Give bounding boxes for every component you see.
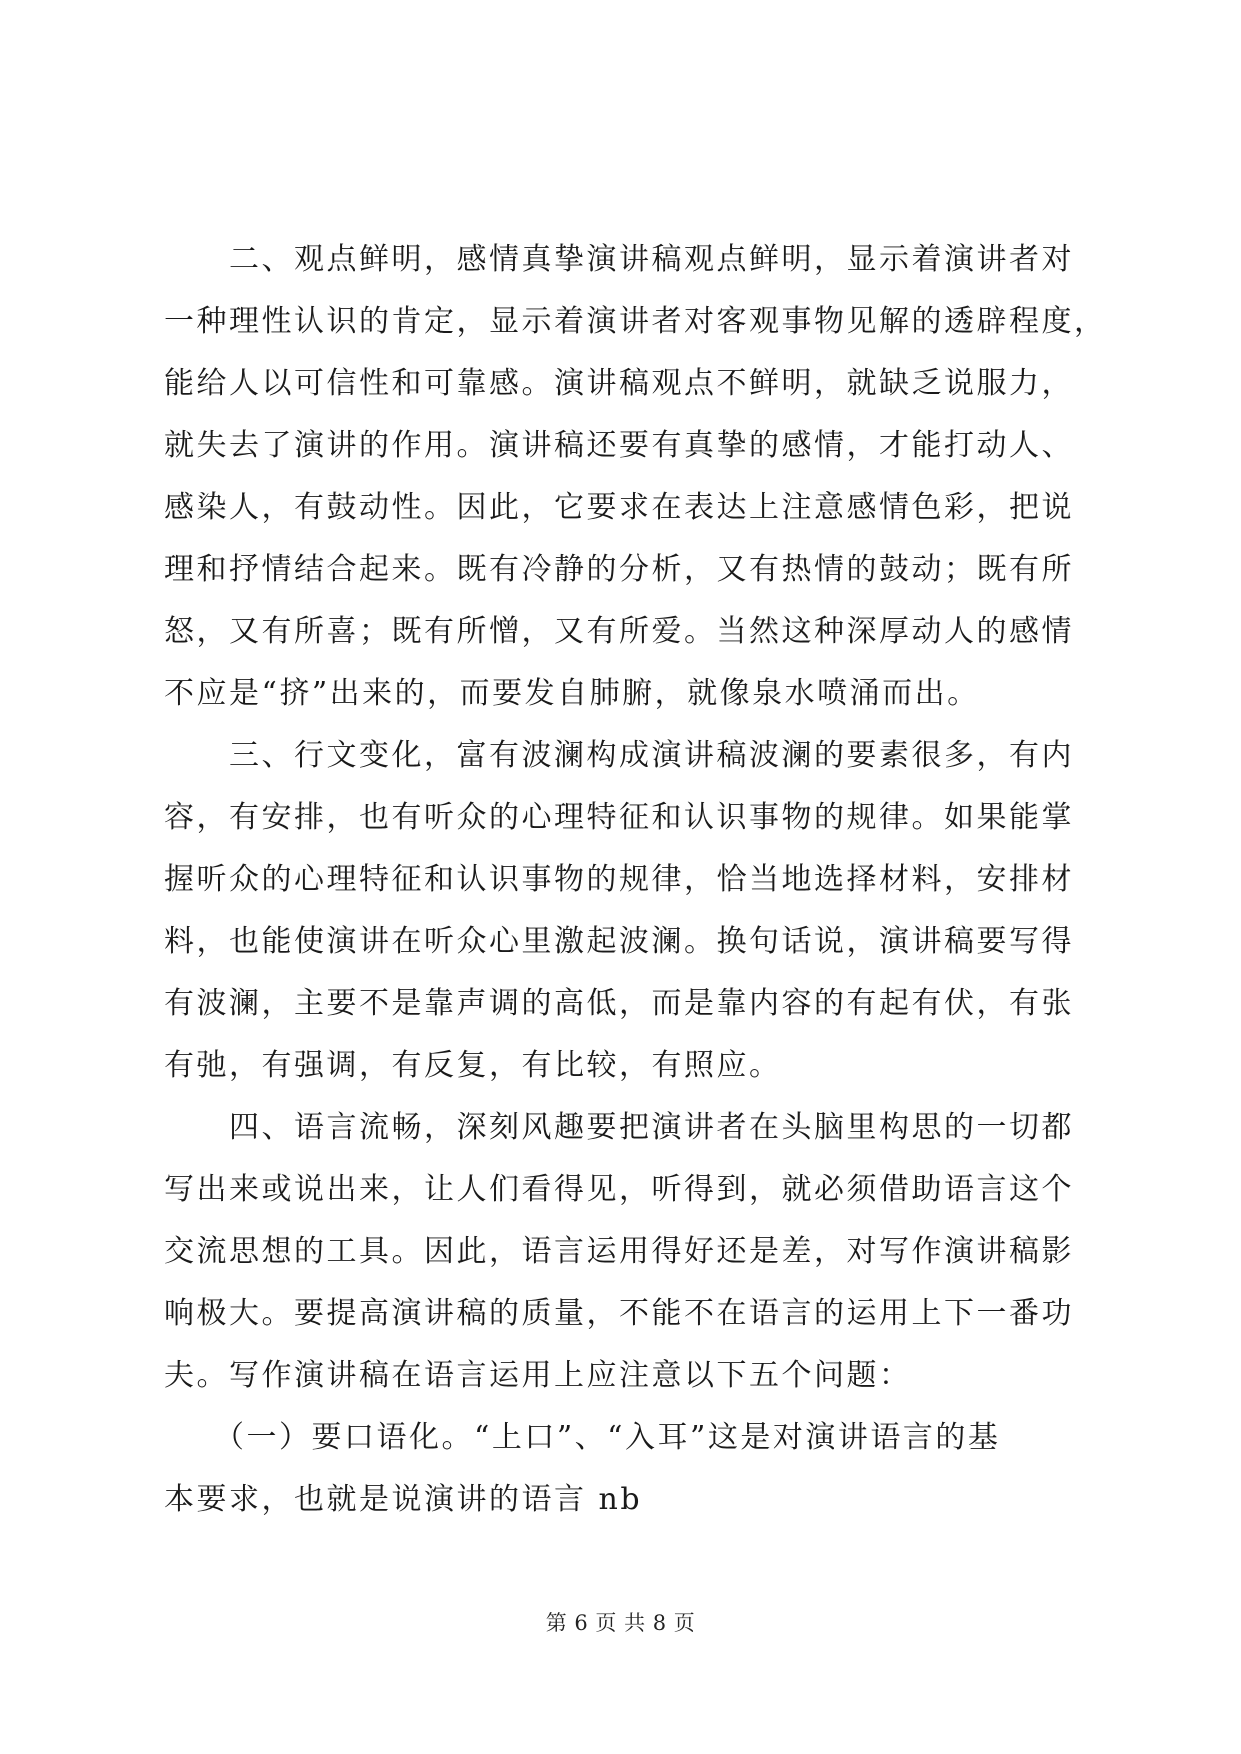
text-line: 容，有安排，也有听众的心理特征和认识事物的规律。如果能掌 [164,800,1074,835]
text-line: 不应是“挤”出来的，而要发自肺腑，就像泉水喷涌而出。 [164,676,980,711]
text-line: 本要求，也就是说演讲的语言 nb [164,1482,643,1517]
text-line: 有弛，有强调，有反复，有比较，有照应。 [164,1048,782,1083]
text-line: 理和抒情结合起来。既有冷静的分析，又有热情的鼓动；既有所 [164,552,1074,587]
text-line: 有波澜，主要不是靠声调的高低，而是靠内容的有起有伏，有张 [164,986,1074,1021]
text-line: 能给人以可信性和可靠感。演讲稿观点不鲜明，就缺乏说服力， [164,366,1074,401]
text-line: 感染人，有鼓动性。因此，它要求在表达上注意感情色彩，把说 [164,490,1074,525]
text-line: 握听众的心理特征和认识事物的规律，恰当地选择材料，安排材 [164,862,1074,897]
body-text [164,229,1107,1531]
text-line: 响极大。要提高演讲稿的质量，不能不在语言的运用上下一番功 [164,1296,1074,1331]
text-line: 三、行文变化，富有波澜构成演讲稿波澜的要素很多，有内 [164,738,1074,773]
text-line: 一种理性认识的肯定，显示着演讲者对客观事物见解的透辟程度， [164,304,1107,339]
text-line: 四、语言流畅，深刻风趣要把演讲者在头脑里构思的一切都 [164,1110,1074,1145]
text-line: 写出来或说出来，让人们看得见，听得到，就必须借助语言这个 [164,1172,1074,1207]
text-line: 交流思想的工具。因此，语言运用得好还是差，对写作演讲稿影 [164,1234,1074,1269]
text-line: （一）要口语化。“上口”、“入耳”这是对演讲语言的基 [164,1420,1001,1455]
text-line: 夫。写作演讲稿在语言运用上应注意以下五个问题： [164,1358,912,1393]
text-line: 怒，又有所喜；既有所憎，又有所爱。当然这种深厚动人的感情 [164,614,1074,649]
text-line: 二、观点鲜明，感情真挚演讲稿观点鲜明，显示着演讲者对 [164,242,1074,277]
page-number-footer: 第 6 页 共 8 页 [545,1611,696,1635]
text-line: 料，也能使演讲在听众心里激起波澜。换句话说，演讲稿要写得 [164,924,1074,959]
text-line: 就失去了演讲的作用。演讲稿还要有真挚的感情，才能打动人、 [164,428,1074,463]
